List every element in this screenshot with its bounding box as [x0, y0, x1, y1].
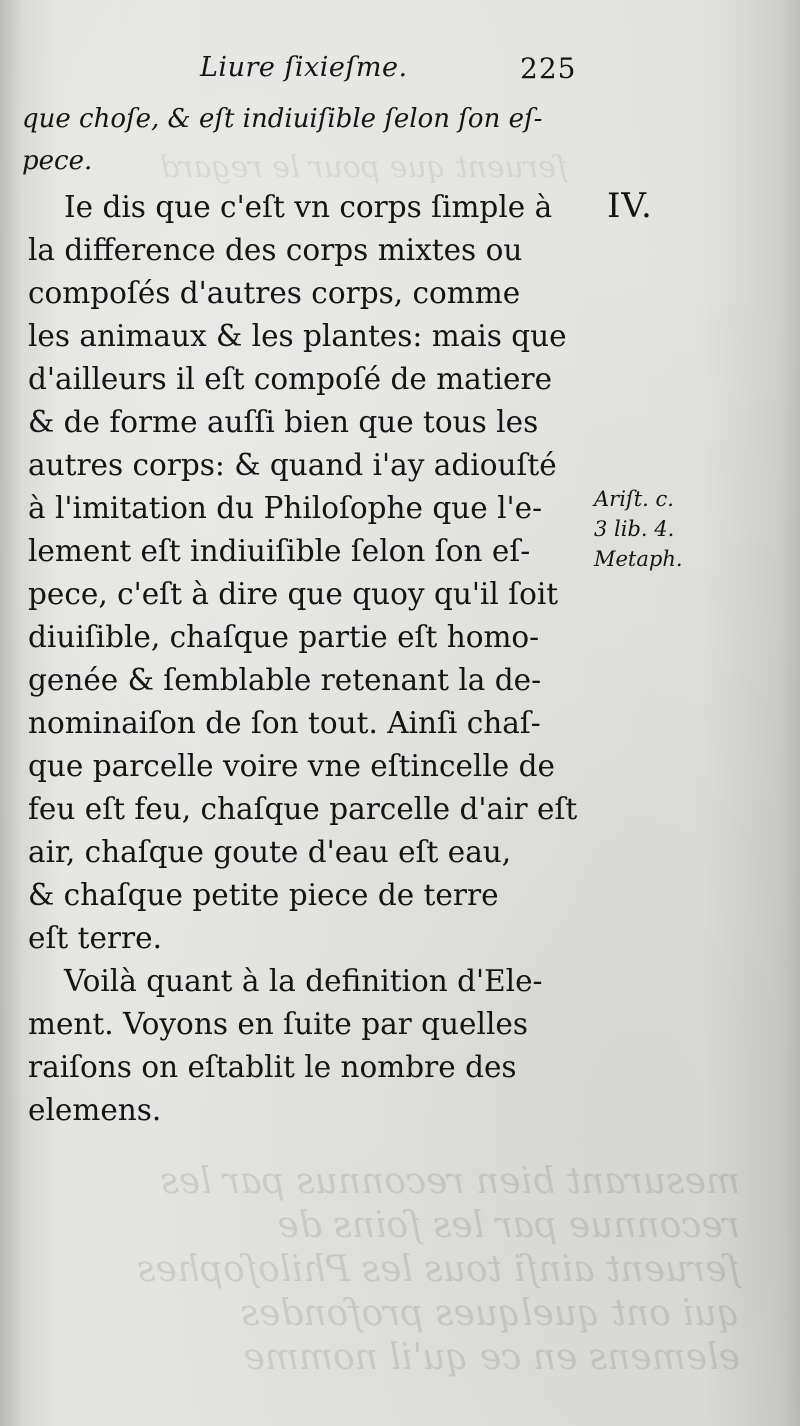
text-line: nominaiſon de ſon tout. Ainſi chaſ- [28, 706, 541, 740]
show-through-text: mesurant bien reconnus par les reconnue par les ſoins de ſeruent ainſi tous les Philoſophes qui ont quelques profondes elemens en ce qu'il nomme [137, 1161, 740, 1378]
text-line: les animaux & les plantes: mais que [28, 319, 567, 353]
text-line: & de forme auſſi bien que tous les [28, 405, 539, 439]
citation-line: Ariſt. c. [594, 487, 674, 511]
text-line: elemens. [28, 1093, 162, 1127]
margin-section-mark: IV. [607, 186, 653, 226]
text-line: que choſe, & eſt indiuiſible ſelon ſon eſ- [22, 104, 543, 134]
text-line: feu eſt feu, chaſque parcelle d'air eſt [28, 792, 578, 826]
running-head: Liure ſixieſme. [200, 52, 408, 83]
text-line: lement eſt indiuiſible ſelon ſon eſ- [28, 534, 531, 568]
paragraph-element-definition [28, 186, 593, 960]
carry-over-text [22, 98, 592, 182]
text-line: genée & ſemblable retenant la de- [28, 663, 542, 697]
text-line: compoſés d'autres corps, comme [28, 276, 521, 310]
text-line: autres corps: & quand i'ay adiouſté [28, 448, 557, 482]
text-line: Ie dis que c'eſt vn corps ſimple à [64, 190, 553, 224]
text-line: air, chaſque goute d'eau eſt eau, [28, 835, 512, 869]
text-line: que parcelle voire vne eſtincelle de [28, 749, 555, 783]
body-text [28, 186, 593, 1132]
page-number: 225 [520, 52, 577, 85]
paragraph-conclusion [28, 960, 593, 1132]
text-line: & chaſque petite piece de terre [28, 878, 499, 912]
text-line: Voilà quant à la definition d'Ele- [64, 964, 543, 998]
text-line: pece, c'eſt à dire que quoy qu'il ſoit [28, 577, 559, 611]
text-line: d'ailleurs il eſt compoſé de matiere [28, 362, 553, 396]
text-line: eſt terre. [28, 921, 162, 955]
margin-citation [594, 484, 683, 574]
show-through-text-top: ſeruent que pour le regard [160, 150, 568, 185]
text-line: pece. [22, 146, 93, 176]
text-line: raiſons on eſtablit le nombre des [28, 1050, 517, 1084]
text-line: la difference des corps mixtes ou [28, 233, 523, 267]
text-line: ment. Voyons en ſuite par quelles [28, 1007, 528, 1041]
text-line: à l'imitation du Philoſophe que l'e- [28, 491, 543, 525]
citation-line: Metaph. [594, 547, 683, 571]
citation-line: 3 lib. 4. [594, 517, 675, 541]
text-line: diuiſible, chaſque partie eſt homo- [28, 620, 540, 654]
